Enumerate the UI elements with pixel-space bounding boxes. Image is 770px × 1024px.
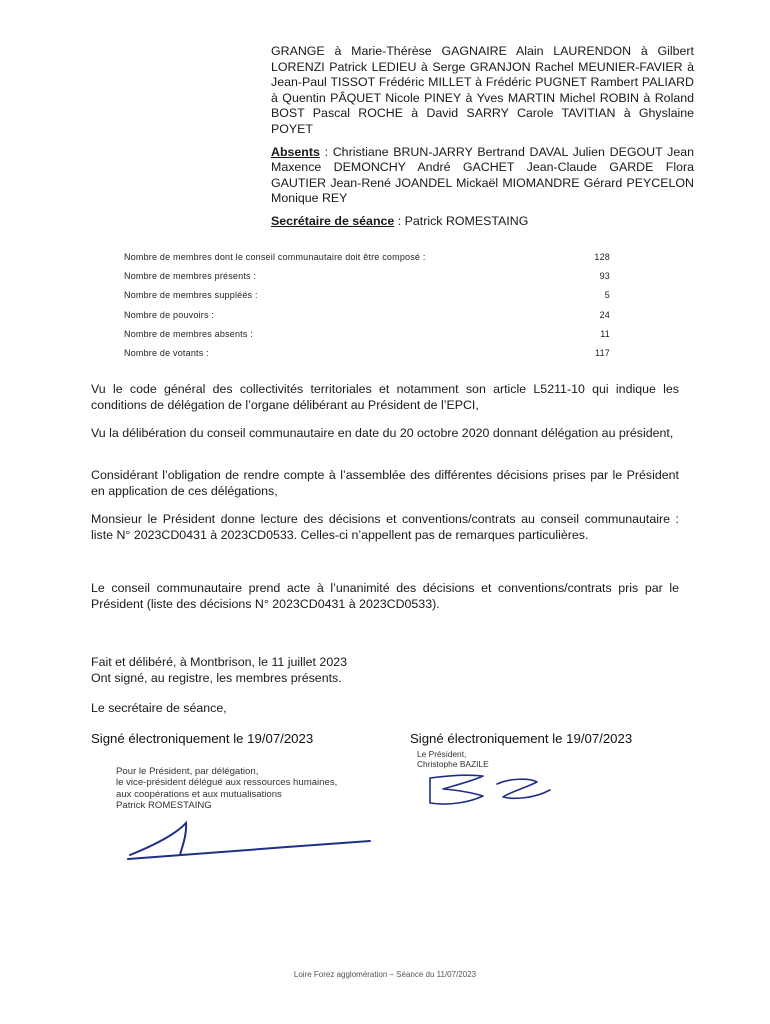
member-stats-table [124, 248, 610, 363]
paragraph-delegation-date: Vu la délibération du conseil communautaire en date du 20 octobre 2020 donnant délégation au président, [91, 426, 674, 440]
stat-value: 11 [600, 328, 610, 339]
left-sig-line: Pour le Président, par délégation, [116, 766, 259, 777]
stat-label: Nombre de membres absents : [124, 328, 253, 339]
secretary-label: Secrétaire de séance [271, 213, 395, 228]
paragraph-obligation: Considérant l’obligation de rendre compte à l’assemblée des différentes décisions prises par le Président en application de ces délégations, [91, 468, 679, 498]
stat-value: 24 [599, 309, 610, 320]
right-signature-caption [417, 749, 617, 770]
absents-list: : Christiane BRUN-JARRY Bertrand DAVAL Julien DEGOUT Jean Maxence DEMONCHY André GACHET Jean-Claude GARDE Flora GAUTIER Jean-René JOANDEL Mickaël MIOMANDRE Gérard PEYCELON Monique REY [271, 144, 694, 206]
stat-value: 128 [594, 252, 610, 262]
secretary-paragraph [271, 214, 694, 230]
stat-row [124, 267, 610, 286]
stat-label: Nombre de membres dont le conseil communautaire doit être composé : [124, 252, 426, 262]
signed-note: Ont signé, au registre, les membres présents. [91, 670, 342, 685]
absents-paragraph [271, 145, 694, 207]
right-sig-line: Christophe BAZILE [417, 759, 489, 770]
right-signature-title: Signé électroniquement le 19/07/2023 [410, 731, 633, 746]
left-sig-line: Patrick ROMESTAING [116, 800, 212, 812]
left-sig-line: aux coopérations et aux mutualisations [116, 788, 282, 800]
place-date: Fait et délibéré, à Montbrison, le 11 juillet 2023 [91, 655, 347, 669]
present-members-tail: GRANGE à Marie-Thérèse GAGNAIRE Alain LAURENDON à Gilbert LORENZI Patrick LEDIEU à Serge GRANJON Rachel MEUNIER-FAVIER à Jean-Paul TISSOT Frédéric MILLET à Frédéric PUGNET Rambert PALIARD à Quentin PÂQUET Nicole PINEY à Yves MARTIN Michel ROBIN à Roland BOST Pascal ROCHE à David SARRY Carole TAVITIAN à Ghyslaine POYET [271, 44, 694, 136]
page-footer: Loire Forez agglomération – Séance du 11/07/2023 [293, 970, 477, 979]
right-handwritten-signature [425, 770, 555, 810]
stat-value: 117 [595, 347, 610, 358]
right-sig-line: Le Président, [417, 749, 467, 759]
stat-row [124, 286, 610, 305]
left-signature-title: Signé électroniquement le 19/07/2023 [91, 731, 314, 746]
left-sig-line: le vice-président délégué aux ressources humaines, [116, 777, 338, 789]
stat-value: 93 [599, 271, 610, 282]
paragraph-lecture: Monsieur le Président donne lecture des décisions et conventions/contrats au conseil communautaire : liste N° 2023CD0431 à 2023CD0533. Celles-ci n’appellent pas de remarques particulières. [91, 512, 679, 542]
stat-label: Nombre de membres présents : [124, 271, 257, 282]
left-handwritten-signature [120, 815, 380, 865]
paragraph-code-reference: Vu le code général des collectivités territoriales et notamment son article L5211-10 qui indique les conditions de délégation de l’organe délibérant au Président de l’EPCI, [91, 382, 679, 412]
stat-label: Nombre de membres suppléés : [124, 290, 258, 301]
stat-label: Nombre de pouvoirs : [124, 309, 215, 320]
paragraph-resolution: Le conseil communautaire prend acte à l’unanimité des décisions et conventions/contrats pris par le Président (liste des décisions N° 2023CD0431 à 2023CD0533). [91, 581, 679, 611]
stat-label: Nombre de votants : [124, 347, 209, 358]
left-signature-caption [116, 766, 386, 812]
stat-row [124, 306, 610, 325]
secretary-caption: Le secrétaire de séance, [91, 701, 227, 716]
stat-row [124, 248, 610, 267]
absents-label: Absents [271, 144, 320, 159]
secretary-name: : Patrick ROMESTAING [394, 213, 529, 228]
stat-row [124, 344, 610, 363]
signoff-section [91, 655, 491, 717]
stat-row [124, 325, 610, 344]
attendance-section [271, 44, 694, 237]
stat-value: 5 [604, 290, 610, 301]
